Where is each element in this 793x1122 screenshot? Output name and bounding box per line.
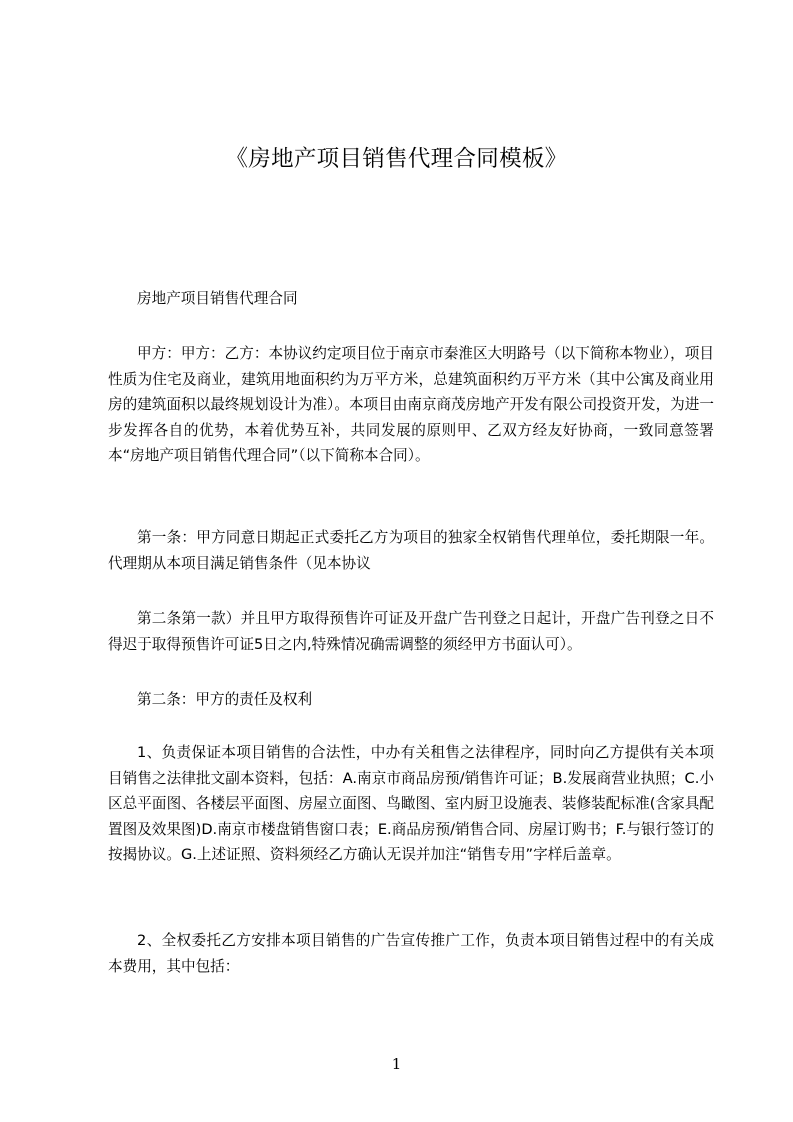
article-1-paragraph: 第一条：甲方同意日期起正式委托乙方为项目的独家全权销售代理单位，委托期限一年。代理期从本项目满足销售条件（见本协议: [108, 529, 714, 572]
page-number: 1: [391, 1055, 402, 1073]
list-item-2: 2、全权委托乙方安排本项目销售的广告宣传推广工作，负责本项目销售过程中的有关成本费用，其中包括：: [108, 932, 714, 975]
contract-subtitle: 房地产项目销售代理合同: [137, 290, 298, 307]
article-2-clause-1-paragraph: 第二条第一款）并且甲方取得预售许可证及开盘广告刊登之日起计，开盘广告刊登之日不得迟于取得预售许可证5日之内,特殊情况确需调整的须经甲方书面认可）。: [108, 610, 714, 653]
preamble-paragraph: 甲方：甲方：乙方：本协议约定项目位于南京市秦淮区大明路号（以下简称本物业），项目性质为住宅及商业，建筑用地面积约为万平方米，总建筑面积约万平方米（其中公寓及商业用房的建筑面积以最终规划设计为准）。本项目由南京商茂房地产开发有限公司投资开发，为进一步发挥各自的优势，本着优势互补，共同发展的原则甲、乙双方经友好协商，一致同意签署本“房地产项目销售代理合同”（以下简称本合同）。: [108, 345, 714, 465]
document-title: 《房地产项目销售代理合同模板》: [225, 146, 568, 172]
list-item-1: 1、负责保证本项目销售的合法性，中办有关租售之法律程序，同时向乙方提供有关本项目销售之法律批文副本资料，包括：A.南京市商品房预/销售许可证；B.发展商营业执照；C.小区总平面图、各楼层平面图、房屋立面图、鸟瞰图、室内厨卫设施表、装修装配标准(含家具配置图及效果图)D.南京市楼盘销售窗口表；E.商品房预/销售合同、房屋订购书；F.与银行签订的按揭协议。G.上述证照、资料须经乙方确认无误并加注“销售专用”字样后盖章。: [108, 744, 714, 864]
article-2-heading: 第二条：甲方的责任及权利: [137, 691, 313, 708]
